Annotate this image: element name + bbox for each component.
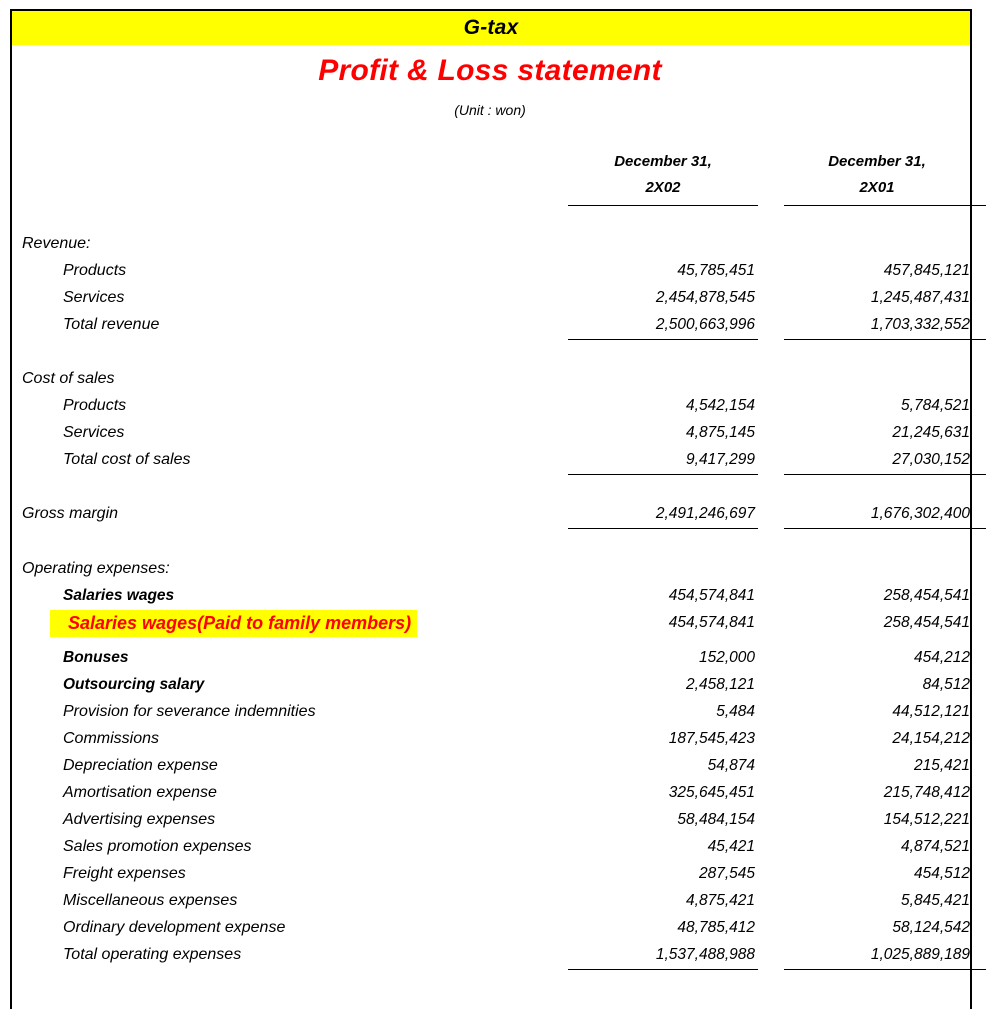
row-value-period-2: 215,748,412 bbox=[883, 784, 970, 801]
row-label: Operating expenses: bbox=[22, 560, 170, 577]
table-row bbox=[0, 943, 986, 970]
column-header-period-2 bbox=[784, 149, 970, 201]
row-value-period-2: 215,421 bbox=[913, 757, 970, 774]
row-value-period-2: 258,454,541 bbox=[883, 614, 970, 631]
row-label: Miscellaneous expenses bbox=[63, 892, 238, 909]
row-label: Salaries wages(Paid to family members) bbox=[50, 610, 417, 637]
total-underline-col1 bbox=[568, 969, 758, 970]
row-value-period-1: 187,545,423 bbox=[668, 730, 755, 747]
table-row bbox=[0, 232, 986, 259]
column-header-rule-2 bbox=[784, 205, 986, 206]
row-label: Gross margin bbox=[22, 505, 119, 522]
row-value-period-2: 1,025,889,189 bbox=[870, 946, 970, 963]
table-row bbox=[0, 313, 986, 340]
row-value-period-2: 1,676,302,400 bbox=[870, 505, 970, 522]
row-value-period-1: 45,421 bbox=[707, 838, 755, 855]
column-header-period-2-line2: 2X01 bbox=[859, 179, 895, 196]
row-label: Commissions bbox=[63, 730, 160, 747]
table-row bbox=[0, 781, 986, 808]
row-value-period-2: 21,245,631 bbox=[892, 424, 970, 441]
column-header-period-1-line1: December 31, bbox=[614, 153, 712, 170]
row-value-period-1: 4,875,145 bbox=[686, 424, 755, 441]
table-row bbox=[0, 673, 986, 700]
table-row bbox=[0, 259, 986, 286]
row-value-period-1: 4,875,421 bbox=[686, 892, 755, 909]
row-value-period-1: 287,545 bbox=[698, 865, 755, 882]
table-row bbox=[0, 808, 986, 835]
company-title-bar bbox=[12, 11, 970, 45]
table-row bbox=[0, 421, 986, 448]
total-underline-col2 bbox=[784, 474, 986, 475]
row-label: Services bbox=[63, 424, 125, 441]
row-label: Cost of sales bbox=[22, 370, 115, 387]
row-value-period-1: 2,458,121 bbox=[686, 676, 755, 693]
table-row bbox=[0, 448, 986, 475]
total-underline-col2 bbox=[784, 339, 986, 340]
row-value-period-1: 2,454,878,545 bbox=[655, 289, 755, 306]
row-value-period-2: 258,454,541 bbox=[883, 587, 970, 604]
table-row bbox=[0, 727, 986, 754]
row-value-period-1: 454,574,841 bbox=[668, 614, 755, 631]
row-value-period-1: 152,000 bbox=[698, 649, 755, 666]
row-value-period-2: 58,124,542 bbox=[892, 919, 970, 936]
column-header-period-1-line2: 2X02 bbox=[645, 179, 681, 196]
row-value-period-1: 45,785,451 bbox=[677, 262, 755, 279]
table-row bbox=[0, 916, 986, 943]
table-row bbox=[0, 700, 986, 727]
row-value-period-2: 27,030,152 bbox=[892, 451, 970, 468]
row-label: Freight expenses bbox=[63, 865, 186, 882]
table-row bbox=[0, 646, 986, 673]
table-row bbox=[0, 367, 986, 394]
row-value-period-1: 1,537,488,988 bbox=[655, 946, 755, 963]
row-label: Sales promotion expenses bbox=[63, 838, 252, 855]
total-underline-col2 bbox=[784, 969, 986, 970]
row-value-period-2: 4,874,521 bbox=[901, 838, 970, 855]
row-label: Products bbox=[63, 397, 127, 414]
column-header-period-2-line1: December 31, bbox=[828, 153, 926, 170]
row-value-period-1: 2,491,246,697 bbox=[655, 505, 755, 522]
table-row bbox=[0, 835, 986, 862]
total-underline-col1 bbox=[568, 528, 758, 529]
row-label: Provision for severance indemnities bbox=[63, 703, 316, 720]
row-value-period-2: 84,512 bbox=[922, 676, 970, 693]
row-value-period-1: 54,874 bbox=[707, 757, 755, 774]
column-header-rule-1 bbox=[568, 205, 758, 206]
row-value-period-2: 1,245,487,431 bbox=[870, 289, 970, 306]
row-value-period-1: 9,417,299 bbox=[686, 451, 755, 468]
row-value-period-1: 4,542,154 bbox=[686, 397, 755, 414]
row-value-period-2: 454,512 bbox=[913, 865, 970, 882]
unit-note bbox=[0, 102, 986, 118]
row-value-period-2: 457,845,121 bbox=[883, 262, 970, 279]
row-value-period-2: 5,784,521 bbox=[901, 397, 970, 414]
row-value-period-1: 58,484,154 bbox=[677, 811, 755, 828]
company-name: G-tax bbox=[463, 16, 519, 39]
row-label: Amortisation expense bbox=[63, 784, 217, 801]
row-label: Salaries wages bbox=[63, 587, 175, 604]
unit-note-text: (Unit : won) bbox=[454, 102, 526, 118]
row-value-period-2: 1,703,332,552 bbox=[870, 316, 970, 333]
page-title bbox=[0, 54, 986, 88]
row-label: Ordinary development expense bbox=[63, 919, 286, 936]
table-row bbox=[0, 611, 986, 638]
row-value-period-2: 24,154,212 bbox=[892, 730, 970, 747]
row-label: Depreciation expense bbox=[63, 757, 218, 774]
table-row bbox=[0, 394, 986, 421]
row-label: Services bbox=[63, 289, 125, 306]
page-title-text: Profit & Loss statement bbox=[318, 54, 662, 87]
row-label: Outsourcing salary bbox=[63, 676, 205, 693]
row-value-period-1: 325,645,451 bbox=[668, 784, 755, 801]
row-value-period-1: 2,500,663,996 bbox=[655, 316, 755, 333]
row-label: Total cost of sales bbox=[63, 451, 191, 468]
total-underline-col1 bbox=[568, 339, 758, 340]
table-row bbox=[0, 557, 986, 584]
row-label: Total operating expenses bbox=[63, 946, 242, 963]
column-header-period-1 bbox=[568, 149, 758, 201]
table-row bbox=[0, 502, 986, 529]
total-underline-col1 bbox=[568, 474, 758, 475]
table-row bbox=[0, 889, 986, 916]
table-row bbox=[0, 286, 986, 313]
row-value-period-2: 5,845,421 bbox=[901, 892, 970, 909]
row-value-period-2: 154,512,221 bbox=[883, 811, 970, 828]
row-value-period-2: 44,512,121 bbox=[892, 703, 970, 720]
row-label: Total revenue bbox=[63, 316, 160, 333]
total-underline-col2 bbox=[784, 528, 986, 529]
table-row bbox=[0, 862, 986, 889]
row-value-period-1: 5,484 bbox=[716, 703, 755, 720]
row-label: Revenue: bbox=[22, 235, 91, 252]
row-label: Bonuses bbox=[63, 649, 129, 666]
row-value-period-1: 454,574,841 bbox=[668, 587, 755, 604]
table-row bbox=[0, 754, 986, 781]
row-label: Products bbox=[63, 262, 127, 279]
table-row bbox=[0, 584, 986, 611]
row-value-period-1: 48,785,412 bbox=[677, 919, 755, 936]
row-value-period-2: 454,212 bbox=[913, 649, 970, 666]
row-label: Advertising expenses bbox=[63, 811, 216, 828]
